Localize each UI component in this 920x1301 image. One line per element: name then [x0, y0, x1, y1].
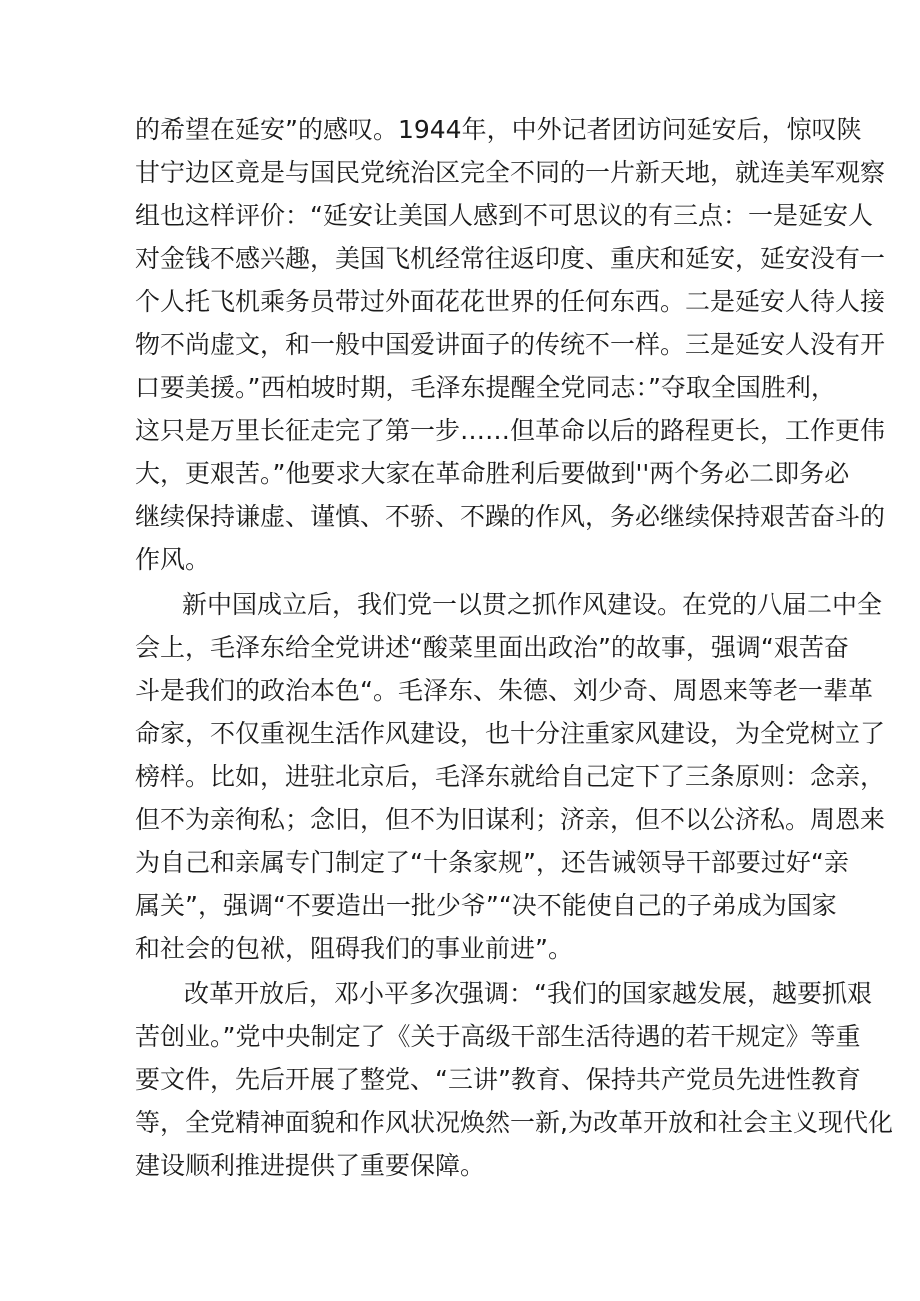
text-line: 个人托飞机乘务员带过外面花花世界的任何东西。二是延安人待人接 [135, 287, 886, 316]
text-line: 但不为亲徇私；念旧，但不为旧谋利；济亲，但不以公济私。周恩来 [135, 805, 886, 834]
text-line: 口要美援。”西柏坡时期，毛泽东提醒全党同志：”夺取全国胜利， [135, 373, 836, 402]
text-line: 作风。 [135, 545, 211, 574]
text-line: 继续保持谦虚、谨慎、不骄、不躁的作风，务必继续保持艰苦奋斗的 [135, 502, 886, 531]
text-line: 命家，不仅重视生活作风建设，也十分注重家风建设，为全党树立了 [135, 719, 886, 748]
text-line: 斗是我们的政治本色“。毛泽东、朱德、刘少奇、周恩来等老一辈革 [135, 676, 873, 705]
text-line: 为自己和亲属专门制定了“十条家规”，还告诫领导干部要过好“亲 [135, 848, 849, 877]
text-line: 物不尚虚文，和一般中国爱讲面子的传统不一样。三是延安人没有开 [135, 330, 886, 359]
text-line: 对金钱不感兴趣，美国飞机经常往返印度、重庆和延安，延安没有一 [135, 244, 886, 273]
text-line: 大，更艰苦。”他要求大家在革命胜利后要做到''两个务必二即务必 [135, 459, 850, 488]
text-line: 建设顺利推进提供了重要保障。 [135, 1151, 486, 1180]
text-line: 甘宁边区竟是与国民党统治区完全不同的一片新天地，就连美军观察 [135, 158, 886, 187]
paragraph-first-line: 新中国成立后，我们党一以贯之抓作风建设。在党的八届二中全 [182, 590, 883, 619]
text-line: 会上，毛泽东给全党讲述“酸菜里面出政治”的故事，强调“艰苦奋 [135, 633, 849, 662]
text-line: 要文件，先后开展了整党、“三讲”教育、保持共产党员先进性教育 [135, 1065, 861, 1094]
text-line: 榜样。比如，进驻北京后，毛泽东就给自己定下了三条原则：念亲， [135, 762, 886, 791]
text-line: 等，全党精神面貌和作风状况焕然一新,为改革开放和社会主义现代化 [135, 1108, 893, 1137]
text-line: 组也这样评价：“延安让美国人感到不可思议的有三点：一是延安人 [135, 201, 873, 230]
text-line: 的希望在延安”的感叹。1944年，中外记者团访问延安后，惊叹陕 [135, 115, 862, 144]
text-line: 苦创业。”党中央制定了《关于高级干部生活待遇的若干规定》等重 [135, 1022, 861, 1051]
text-line: 和社会的包袱，阻碍我们的事业前进”。 [135, 934, 573, 963]
paragraph-first-line: 改革开放后，邓小平多次强调：“我们的国家越发展，越要抓艰 [184, 979, 872, 1008]
text-line: 这只是万里长征走完了第一步……但革命以后的路程更长，工作更伟 [135, 416, 886, 445]
text-line: 属关”，强调“不要造出一批少爷”“决不能使自己的子弟成为国家 [135, 891, 837, 920]
